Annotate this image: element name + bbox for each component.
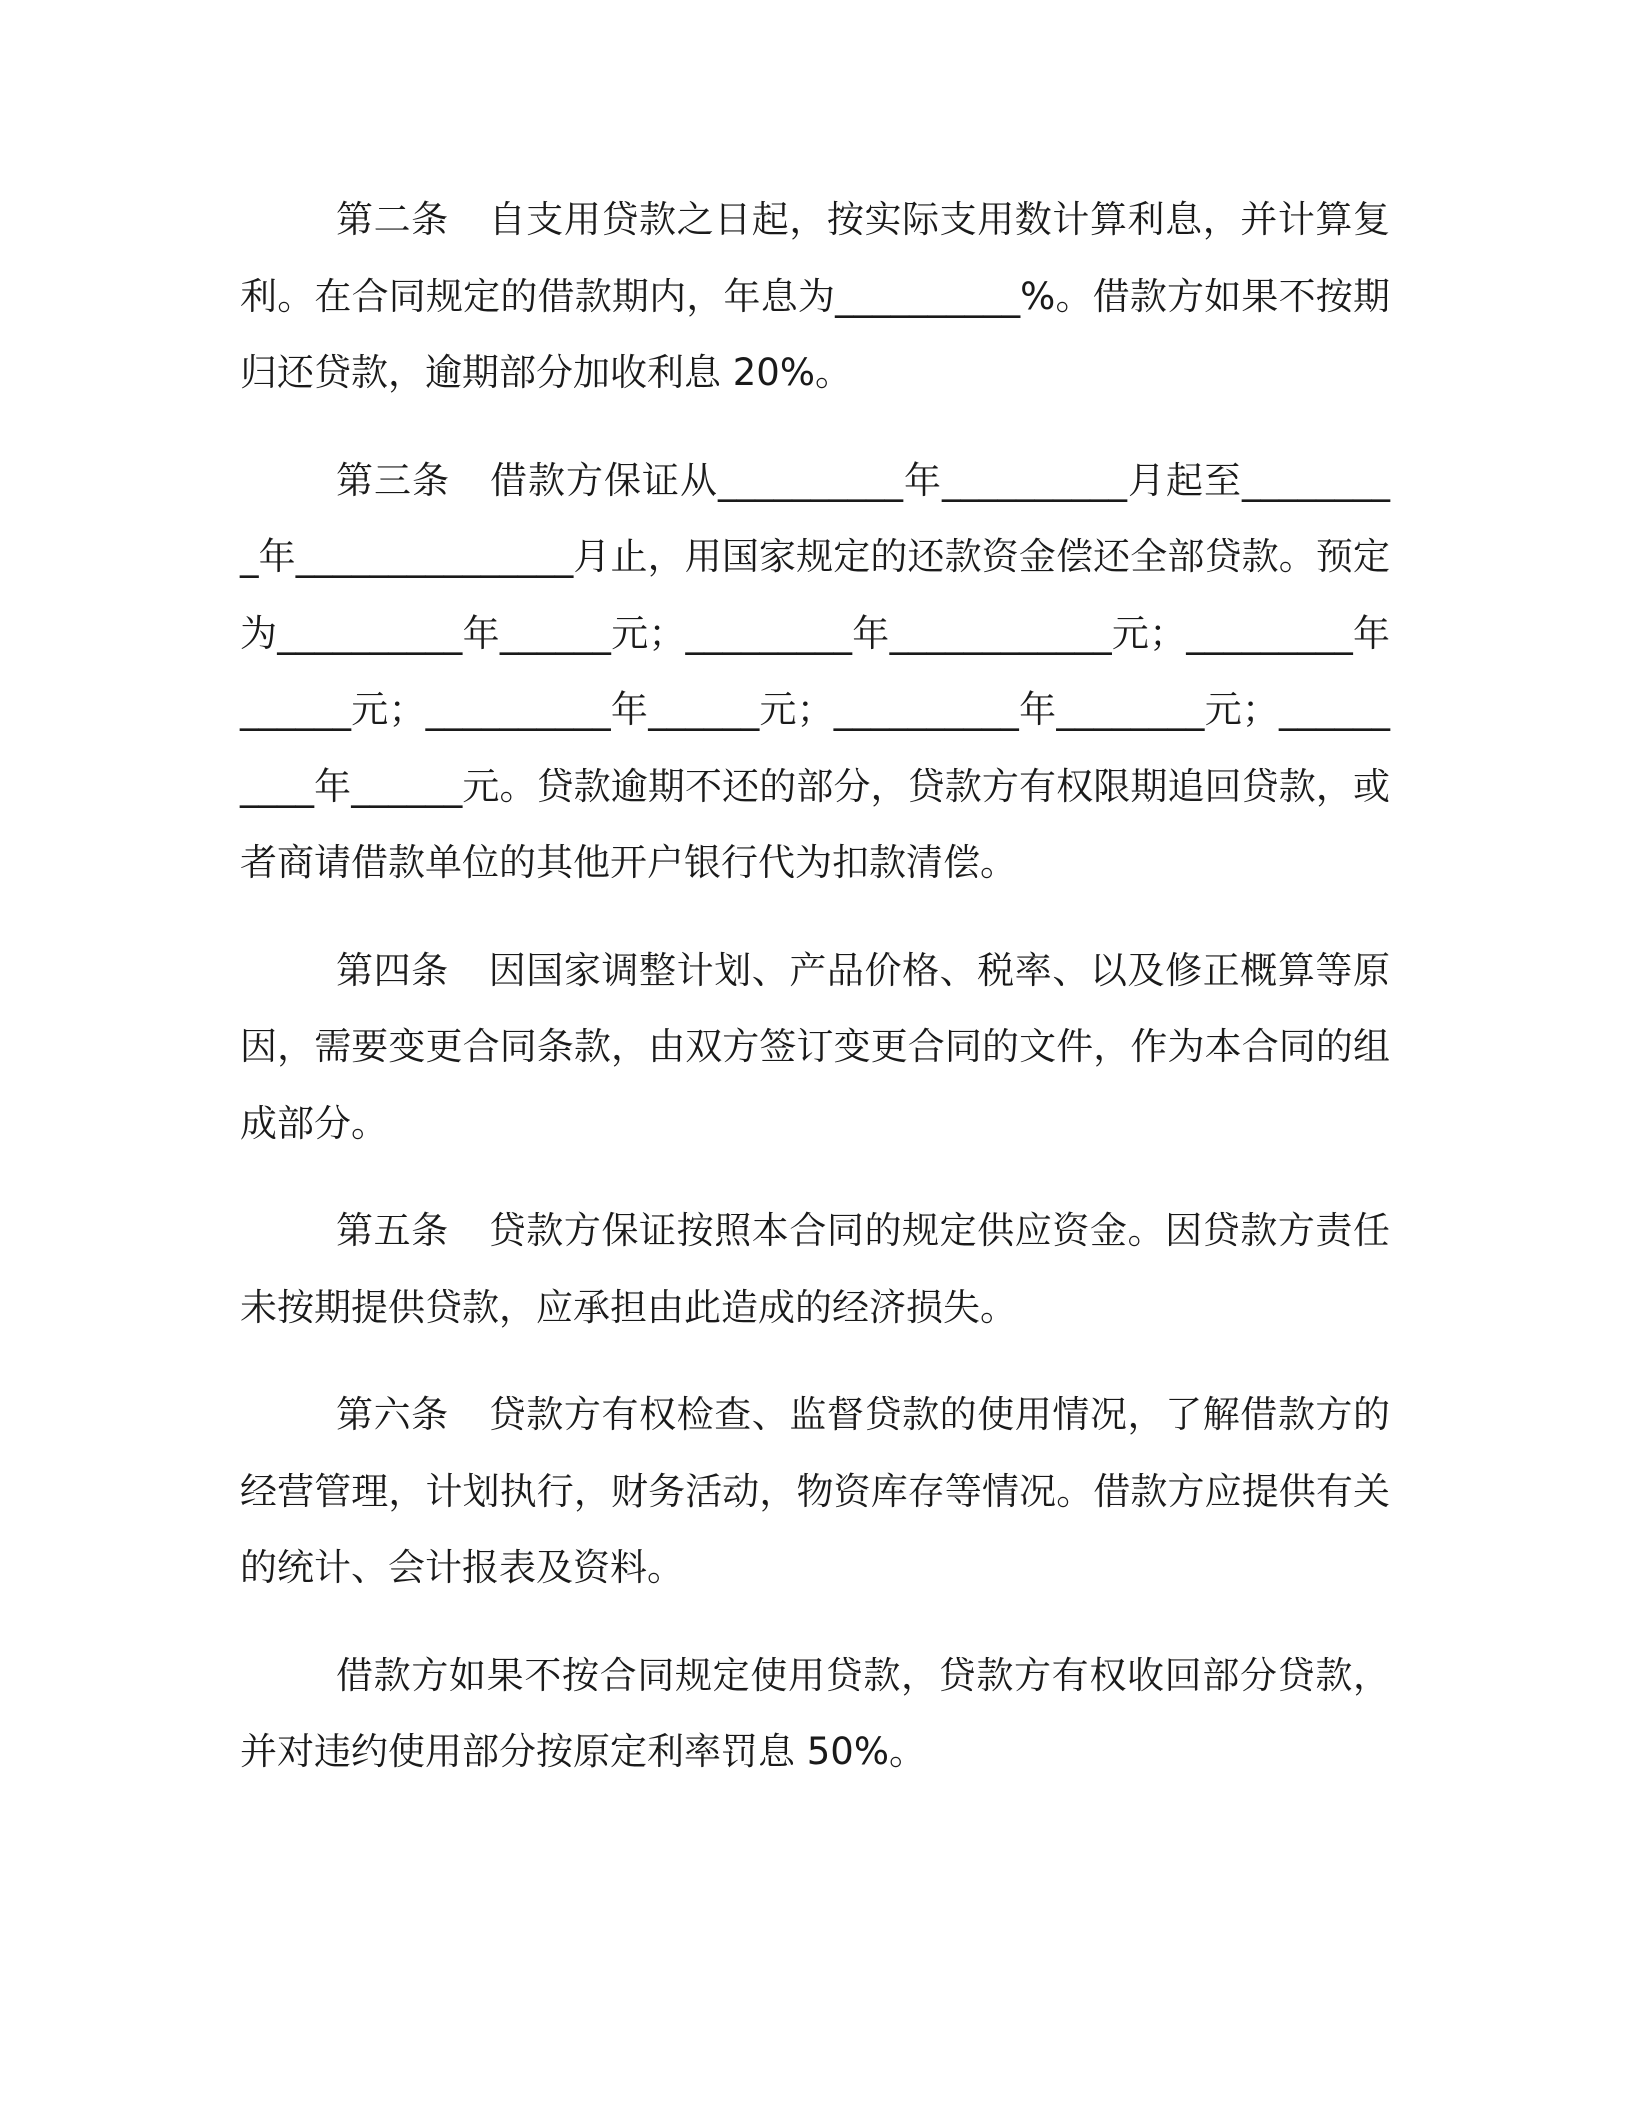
article-5-paragraph — [240, 1193, 1390, 1346]
article-4-paragraph — [240, 933, 1390, 1163]
article-3-paragraph — [240, 443, 1390, 902]
article-number: 第五条 — [336, 1209, 449, 1252]
article-6-continuation-paragraph — [240, 1638, 1390, 1791]
document-body — [240, 182, 1390, 1791]
paragraph-text: 借款方如果不按合同规定使用贷款，贷款方有权收回部分贷款，并对违约使用部分按原定利率罚息 50%。 — [240, 1653, 1390, 1773]
article-text: 因国家调整计划、产品价格、税率、以及修正概算等原因，需要变更合同条款，由双方签订变更合同的文件，作为本合同的组成部分。 — [240, 948, 1391, 1145]
article-text: 借款方保证从__________年__________月起至_________年_______________月止，用国家规定的还款资金偿还全部贷款。预定为__________年______元；_________年____________元；_________年______元；__________年______元；__________年________元；__________年______元。贷款逾期不还的部分，贷款方有权限期追回贷款，或者商请借款单位的其他开户银行代为扣款清偿。 — [240, 458, 1390, 884]
article-number: 第四条 — [336, 948, 449, 992]
article-text: 自支用贷款之日起，按实际支用数计算利息，并计算复利。在合同规定的借款期内，年息为__________%。借款方如果不按期归还贷款，逾期部分加收利息 20%。 — [240, 198, 1391, 394]
article-number: 第六条 — [336, 1393, 449, 1436]
article-2-paragraph — [240, 182, 1390, 412]
article-text: 贷款方有权检查、监督贷款的使用情况，了解借款方的经营管理，计划执行，财务活动，物资库存等情况。借款方应提供有关的统计、会计报表及资料。 — [240, 1393, 1391, 1589]
article-6-paragraph — [240, 1377, 1390, 1607]
article-number: 第二条 — [336, 198, 449, 241]
article-text: 贷款方保证按照本合同的规定供应资金。因贷款方责任未按期提供贷款，应承担由此造成的经济损失。 — [240, 1209, 1391, 1329]
article-number: 第三条 — [336, 458, 450, 502]
